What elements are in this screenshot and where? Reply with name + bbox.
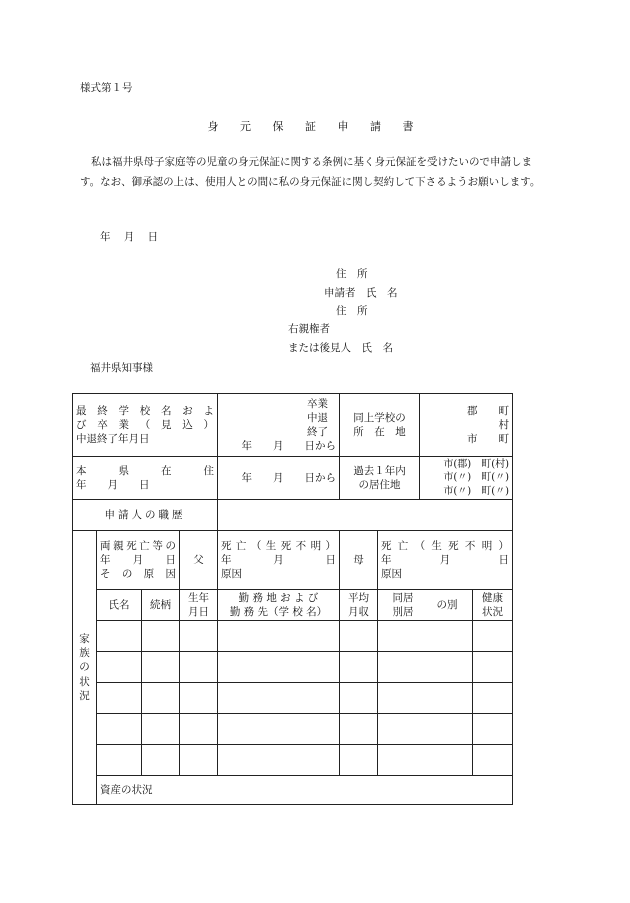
family-member-row — [73, 621, 513, 652]
family-member-row — [73, 683, 513, 714]
member-work-cell[interactable] — [218, 745, 340, 776]
member-name-cell[interactable] — [97, 714, 142, 745]
past-residence-value: 市(〃) 町(〃) — [443, 485, 509, 497]
mother-death-line: 原因 — [381, 568, 402, 581]
member-cohabit-cell[interactable] — [378, 652, 473, 683]
family-member-row — [73, 652, 513, 683]
family-label-char: の — [79, 661, 90, 674]
col-cohabit-header — [378, 590, 473, 621]
col-birth-line: 月日 — [188, 606, 209, 618]
school-status-line: 終了 — [307, 426, 328, 438]
member-relation-cell[interactable] — [142, 683, 180, 714]
parents-death-line: そ の 原 因 — [100, 568, 176, 581]
member-relation-cell[interactable] — [142, 745, 180, 776]
family-label-char: 家 — [79, 633, 90, 646]
member-health-cell[interactable] — [473, 714, 513, 745]
intro-paragraph: 私は福井県母子家庭等の児童の身元保証に関する条例に基く身元保証を受けたいので申請します。なお、御承認の上は、使用人との間に私の身元保証に関し契約して下さるようお願いします。 — [80, 156, 541, 188]
applicant-address-label: 住 所 — [336, 268, 368, 280]
past-residence-value-cell[interactable] — [420, 457, 513, 500]
member-income-cell[interactable] — [340, 621, 378, 652]
col-relation-header: 続柄 — [142, 590, 180, 621]
career-row — [73, 500, 513, 531]
family-label-char: 状 — [79, 675, 90, 688]
member-birth-cell[interactable] — [180, 745, 218, 776]
member-work-cell[interactable] — [218, 683, 340, 714]
guardian-address-label: 住 所 — [336, 305, 368, 317]
father-label: 父 — [180, 531, 218, 590]
col-health-line: 健康 — [482, 591, 503, 604]
location-line: 市 町 — [467, 433, 509, 446]
school-date: 年 月 日から — [241, 440, 336, 453]
career-value-cell[interactable] — [218, 500, 513, 531]
col-cohabit-line: 同居 — [392, 591, 414, 604]
school-value-cell[interactable] — [218, 394, 340, 457]
member-birth-cell[interactable] — [180, 652, 218, 683]
member-health-cell[interactable] — [473, 745, 513, 776]
location-line: 郡 町 — [467, 404, 509, 417]
family-header-row — [73, 590, 513, 621]
past-residence-value: 市(〃) 町(〃) — [443, 472, 509, 484]
location-line: 村 — [498, 418, 509, 431]
family-label-char: 族 — [79, 647, 90, 660]
member-cohabit-cell[interactable] — [378, 745, 473, 776]
col-income-header — [340, 590, 378, 621]
school-status-line: 中退 — [307, 411, 328, 424]
father-death-line: 年 月 日 — [221, 553, 336, 566]
father-death-line: 死亡（生死不明） — [221, 539, 336, 552]
col-birth-line: 生年 — [188, 591, 209, 604]
member-income-cell[interactable] — [340, 652, 378, 683]
past-residence-value: 市(郡) 町(村) — [443, 458, 509, 470]
col-work-line: 勤 務 先（学 校 名） — [229, 606, 328, 618]
past-residence-line: 過去１年内 — [353, 464, 406, 477]
mother-death-line: 死亡（生死不明） — [381, 539, 509, 552]
member-birth-cell[interactable] — [180, 621, 218, 652]
member-income-cell[interactable] — [340, 714, 378, 745]
school-label-line: 最終学校名およ — [76, 404, 214, 417]
school-row — [73, 394, 513, 457]
school-location-line: 同上学校の — [353, 411, 406, 424]
parents-death-line: 年 月 日 — [100, 553, 176, 566]
school-status-line: 卒業 — [307, 397, 328, 410]
school-location-line: 所 在 地 — [353, 426, 406, 438]
member-work-cell[interactable] — [218, 714, 340, 745]
member-name-cell[interactable] — [97, 745, 142, 776]
col-cohabit-line: 別居 — [392, 606, 414, 618]
member-work-cell[interactable] — [218, 621, 340, 652]
col-income-line: 月収 — [348, 606, 369, 618]
school-location-value-cell[interactable] — [420, 394, 513, 457]
father-death-cell[interactable] — [218, 531, 340, 590]
residence-row — [73, 457, 513, 500]
member-income-cell[interactable] — [340, 745, 378, 776]
col-birth-header — [180, 590, 218, 621]
member-income-cell[interactable] — [340, 683, 378, 714]
member-health-cell[interactable] — [473, 652, 513, 683]
member-name-cell[interactable] — [97, 621, 142, 652]
application-table — [72, 393, 513, 805]
form-number: 様式第１号 — [80, 82, 133, 94]
member-health-cell[interactable] — [473, 621, 513, 652]
member-work-cell[interactable] — [218, 652, 340, 683]
mother-death-cell[interactable] — [378, 531, 513, 590]
father-death-line: 原因 — [221, 568, 242, 581]
col-cohabit-options — [393, 591, 414, 619]
member-cohabit-cell[interactable] — [378, 683, 473, 714]
school-location-label-cell — [340, 394, 420, 457]
member-relation-cell[interactable] — [142, 714, 180, 745]
mother-death-line: 年 月 日 — [381, 553, 509, 566]
parents-death-line: 両親死亡等の — [100, 539, 176, 552]
date-line: 年 月 日 — [100, 231, 159, 243]
family-status-label — [73, 531, 97, 805]
career-label: 申請人の職歴 — [73, 500, 218, 531]
parents-death-row — [73, 531, 513, 590]
member-cohabit-cell[interactable] — [378, 621, 473, 652]
col-work-line: 勤 務 地 お よ び — [238, 591, 319, 604]
residence-label-line: 年 月 日 — [76, 479, 150, 491]
school-label-line: 中退終了年月日 — [76, 433, 150, 446]
residence-label-cell — [73, 457, 218, 500]
guardian-label: 右親権者 — [288, 323, 330, 335]
member-name-cell[interactable] — [97, 652, 142, 683]
member-health-cell[interactable] — [473, 683, 513, 714]
assets-cell[interactable] — [97, 776, 513, 805]
col-health-header — [473, 590, 513, 621]
col-income-line: 平均 — [348, 591, 369, 604]
col-name-header: 氏名 — [97, 590, 142, 621]
member-relation-cell[interactable] — [142, 652, 180, 683]
member-cohabit-cell[interactable] — [378, 714, 473, 745]
school-label-cell — [73, 394, 218, 457]
family-label-char: 況 — [79, 689, 90, 702]
past-residence-line: の居住地 — [358, 479, 401, 491]
school-label-line: び卒業（見込） — [76, 418, 214, 431]
family-member-row — [73, 714, 513, 745]
assets-row — [73, 776, 513, 805]
col-cohabit-suffix: の別 — [436, 598, 458, 611]
residence-value-cell[interactable]: 年 月 日から — [218, 457, 340, 500]
past-residence-label-cell — [340, 457, 420, 500]
residence-label-line: 本 県 在 住 — [76, 464, 214, 477]
member-name-cell[interactable] — [97, 683, 142, 714]
col-work-header — [218, 590, 340, 621]
assets-label: 資産の状況 — [100, 783, 153, 796]
member-relation-cell[interactable] — [142, 621, 180, 652]
family-member-row — [73, 745, 513, 776]
document-title: 身 元 保 証 申 請 書 — [207, 120, 423, 133]
member-birth-cell[interactable] — [180, 683, 218, 714]
parents-death-label-cell — [97, 531, 180, 590]
addressee: 福井県知事様 — [90, 362, 153, 374]
col-health-line: 状況 — [482, 606, 503, 618]
applicant-name-label: 申請者 氏 名 — [324, 287, 398, 299]
mother-label: 母 — [340, 531, 378, 590]
member-birth-cell[interactable] — [180, 714, 218, 745]
guardian-name-label: または後見人 氏 名 — [288, 342, 393, 354]
